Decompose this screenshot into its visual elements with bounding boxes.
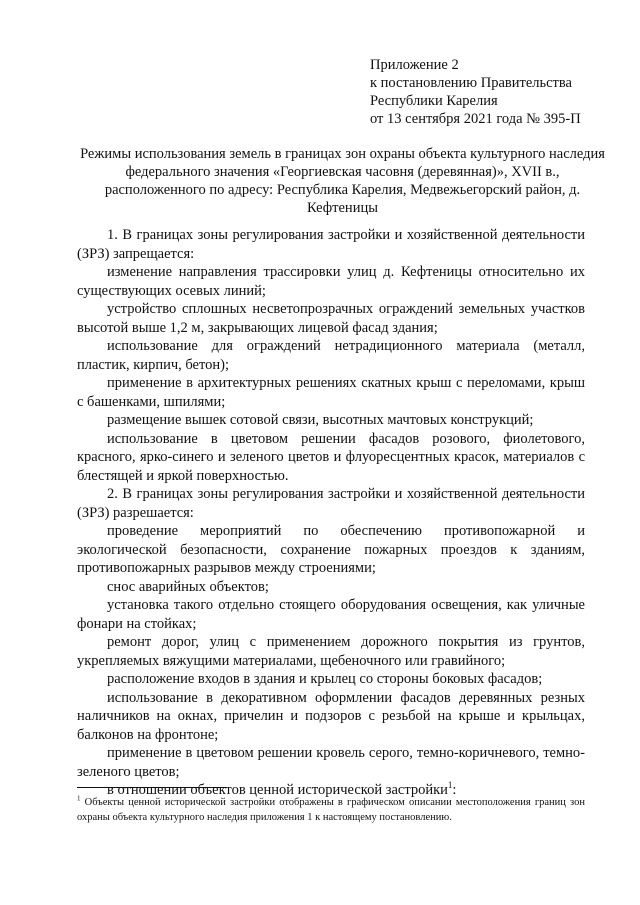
list-item: использование в цветовом решении фасадов розового, фиолетового, красного, ярко-синего и зеленого цветов и флуоресцентных красок, материалов с блестящей и яркой поверхностью. — [77, 430, 585, 484]
list-item: ремонт дорог, улиц с применением дорожного покрытия из грунтов, укрепляемых вяжущими материалами, щебеночного или гравийного; — [77, 634, 585, 669]
appendix-line: Приложение 2 — [370, 57, 459, 73]
list-item: применение в цветовом решении кровель серого, темно-коричневого, темно-зеленого цветов; — [77, 745, 585, 780]
list-item: установка такого отдельно стоящего оборудования освещения, как уличные фонари на стойках; — [77, 597, 585, 632]
footnote-reference[interactable]: 1 — [447, 780, 453, 791]
appendix-line: к постановлению Правительства — [370, 75, 572, 91]
list-item: применение в архитектурных решениях скатных крыш с переломами, крыш с башенками, шпилями; — [77, 375, 585, 410]
appendix-line: от 13 сентября 2021 года № 395-П — [370, 111, 581, 127]
footnote — [77, 795, 585, 825]
list-item: использование для ограждений нетрадиционного материала (металл, пластик, кирпич, бетон); — [77, 338, 585, 373]
document-title: Режимы использования земель в границах зон охраны объекта культурного наследия федерального значения «Георгиевская часовня (деревянная)», XVII в., расположенного по адресу: Республика Карелия, Медвежьегорский район, д. Кефтеницы — [80, 146, 605, 216]
footnote-separator — [77, 787, 227, 788]
list-item: расположение входов в здания и крылец со стороны боковых фасадов; — [107, 671, 543, 687]
section-2-heading: 2. В границах зоны регулирования застройки и хозяйственной деятельности (ЗРЗ) разрешается: — [77, 486, 585, 521]
list-item: проведение мероприятий по обеспечению противопожарной и экологической безопасности, сохранение пожарных проездов к зданиям, противопожарных разрывов между строениями; — [77, 523, 585, 576]
footnote-mark: 1 — [77, 794, 81, 803]
list-item: изменение направления трассировки улиц д. Кефтеницы относительно их существующих осевых линий; — [77, 264, 585, 299]
section-1-heading: 1. В границах зоны регулирования застройки и хозяйственной деятельности (ЗРЗ) запрещается: — [77, 227, 585, 262]
list-item-suffix: : — [452, 782, 457, 798]
list-item-text: в отношении объектов ценной исторической застройки — [107, 782, 448, 798]
list-item: устройство сплошных несветопрозрачных ограждений земельных участков высотой выше 1,2 м, закрывающих лицевой фасад здания; — [77, 301, 585, 336]
list-item: снос аварийных объектов; — [107, 578, 269, 595]
document-body — [77, 226, 585, 800]
footnote-text: Объекты ценной исторической застройки отображены в графическом описании местоположения границ зон охраны объекта культурного наследия приложения 1 к настоящему постановлению. — [77, 797, 586, 823]
appendix-line: Республики Карелия — [370, 93, 498, 109]
appendix-header — [370, 56, 581, 128]
list-item: использование в декоративном оформлении фасадов деревянных резных наличников на окнах, причелин и подзоров с резьбой на крыше и крыльцах, балконов на фронтоне; — [77, 689, 585, 743]
list-item: размещение вышек сотовой связи, высотных мачтовых конструкций; — [107, 412, 534, 428]
